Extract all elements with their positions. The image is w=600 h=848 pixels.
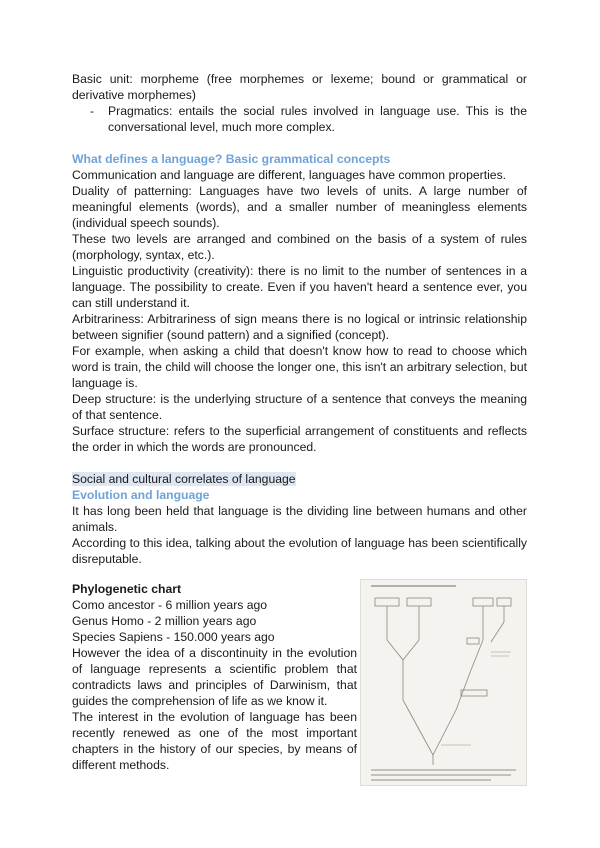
bullet-text: Pragmatics: entails the social rules involved in language use. This is the conversational level, much more complex.	[108, 104, 527, 134]
heading-evolution: Evolution and language	[72, 488, 210, 502]
highlighted-heading: Social and cultural correlates of language	[72, 472, 296, 486]
heading-grammatical-concepts: What defines a language? Basic grammatical concepts	[72, 152, 391, 166]
left-column	[72, 577, 357, 786]
two-column-section	[72, 577, 527, 786]
paragraph: According to this idea, talking about the evolution of language has been scientifically disreputable.	[72, 536, 527, 566]
paragraph: Linguistic productivity (creativity): there is no limit to the number of sentences in a language. The possibility to create. Even if you haven't heard a sentence ever, you can still understand it.	[72, 264, 527, 310]
paragraph: These two levels are arranged and combined on the basis of a system of rules (morphology, syntax, etc.).	[72, 232, 527, 262]
phylogenetic-tree-figure	[360, 579, 527, 786]
heading-phylogenetic-chart: Phylogenetic chart	[72, 582, 182, 596]
chart-line: Species Sapiens - 150.000 years ago	[72, 630, 275, 644]
paragraph: For example, when asking a child that doesn't know how to read to choose which word is train, the child will choose the longer one, this isn't an arbitrary selection, but language is.	[72, 344, 527, 390]
paragraph: Arbitrariness: Arbitrariness of sign means there is no logical or intrinsic relationship between signifier (sound pattern) and a signified (concept).	[72, 312, 527, 342]
bullet-dash: -	[90, 104, 95, 118]
tree-diagram	[361, 580, 526, 785]
bullet-pragmatics	[90, 103, 527, 135]
paragraph: The interest in the evolution of language has been recently renewed as one of the most important chapters in the history of our species, by means of different methods.	[72, 710, 357, 772]
paragraph: Surface structure: refers to the superficial arrangement of constituents and reflects the order in which the words are pronounced.	[72, 424, 527, 454]
paragraph: It has long been held that language is the dividing line between humans and other animals.	[72, 504, 527, 534]
chart-line: Genus Homo - 2 million years ago	[72, 614, 257, 628]
paragraph: However the idea of a discontinuity in the evolution of language represents a scientific problem that contradicts laws and principles of Darwinism, that guides the comprehension of life as we know it.	[72, 646, 357, 708]
paragraph: Duality of patterning: Languages have two levels of units. A large number of meaningful elements (words), and a smaller number of meaningless elements (individual speech sounds).	[72, 184, 527, 230]
paragraph: Communication and language are different, languages have common properties.	[72, 168, 507, 182]
chart-line: Como ancestor - 6 million years ago	[72, 598, 268, 612]
document-page	[72, 71, 527, 786]
heading-social-cultural	[72, 471, 527, 487]
paragraph: Deep structure: is the underlying structure of a sentence that conveys the meaning of that sentence.	[72, 392, 527, 422]
paragraph-morpheme: Basic unit: morpheme (free morphemes or lexeme; bound or grammatical or derivative morphemes)	[72, 72, 527, 102]
